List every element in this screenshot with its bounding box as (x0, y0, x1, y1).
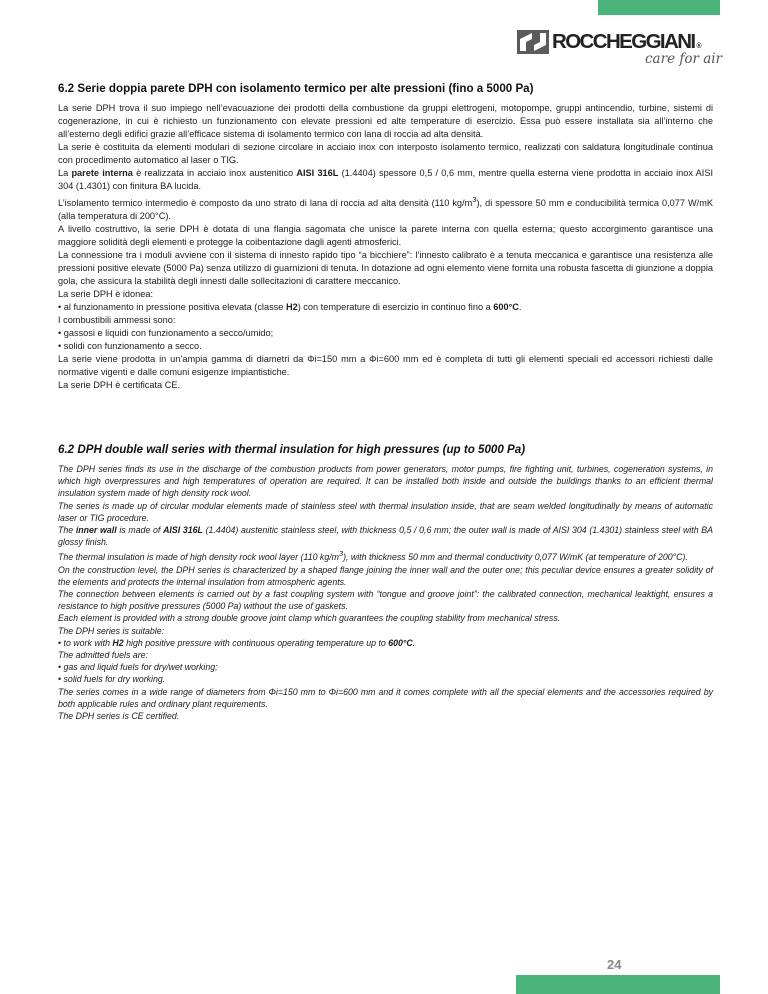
bold-term: parete interna (71, 168, 133, 178)
italian-bullet: • gassosi e liquidi con funzionamento a secco/umido; (58, 328, 274, 339)
english-paragraph: The series comes in a wide range of diameters from Φi=150 mm to Φi=600 mm and it comes complete with all the special elements and the accessories required by both applicable rules and ordinary plant requirements. (58, 686, 713, 709)
italian-bullet: • al funzionamento in pressione positiva elevata (classe H2) con temperature di esercizio in continuo fino a 600°C. (58, 302, 522, 313)
italian-body (58, 102, 713, 392)
italian-paragraph: La serie DPH è certificata CE. (58, 380, 181, 391)
italian-paragraph: I combustibili ammessi sono: (58, 315, 176, 326)
italian-title: 6.2 Serie doppia parete DPH con isolamento termico per alte pressioni (fino a 5000 Pa) (58, 82, 534, 95)
bold-term: AISI 316L (296, 168, 339, 178)
english-bullet: • to work with H2 high positive pressure with continuous operating temperature up to 600°C. (58, 637, 416, 648)
bold-term: H2 (285, 302, 298, 313)
italian-paragraph: A livello costruttivo, la serie DPH è dotata di una flangia sagomata che unisce la parete interna con quella esterna; questo accorgimento garantisce una maggiore solidità degli elementi e protegge la coibentazione dagli agenti atmosferici. (58, 224, 713, 248)
brand-name: ROCCHEGGIANI ® (552, 30, 702, 53)
english-body (58, 463, 713, 722)
italian-paragraph: La serie è costituita da elementi modulari di sezione circolare in acciaio inox con interposto isolamento termico, realizzati con saldatura longitudinale continua con procedimento automatico al laser o TIG. (58, 142, 713, 165)
english-paragraph: The inner wall is made of AISI 316L (1.4404) austenitic stainless steel, with thickness 0,5 / 0,6 mm; the outer wall is made of AISI 304 (1.4301) stainless steel with BA glossy finish. (58, 525, 713, 548)
english-paragraph: Each element is provided with a strong double groove joint clamp which guarantees the coupling stability from mechanical stress. (58, 613, 561, 624)
registered-mark: ® (696, 43, 702, 50)
english-paragraph: The DPH series finds its use in the discharge of the combustion products from power generators, motor pumps, fire fighting unit, turbines, cogeneration systems, in which high overpressures and high temperatures of operation are required. It can be installed both inside and outside the buildings thanks to an efficient thermal insulation system made of high density rock wool. (58, 464, 713, 499)
italian-bullet: • solidi con funzionamento a secco. (58, 341, 202, 352)
italian-paragraph: La serie DPH è idonea: (58, 289, 153, 300)
english-paragraph: The admitted fuels are: (58, 649, 148, 660)
italian-paragraph: La serie DPH trova il suo impiego nell’evacuazione dei prodotti della combustione da gruppi elettrogeni, motopompe, gruppi antincendio, turbine, sistemi di cogenerazione, in cui è richiesto un funzionamento con elevate pressioni ed alte temperature di esercizio. Essa può essere installata sia all’interno che all’esterno degli edifici grazie all’efficace sistema di isolamento termico con lana di roccia ad alta densità. (58, 103, 713, 139)
english-paragraph: The connection between elements is carried out by a fast coupling system with “tongue and groove joint”: the calibrated connection, mechanical leaktight, ensures a resistance to high positive pressures (5000 Pa) without the use of gaskets. (58, 588, 713, 612)
english-title: 6.2 DPH double wall series with thermal insulation for high pressures (up to 5000 Pa) (58, 443, 526, 456)
english-paragraph: The DPH series is suitable: (58, 625, 165, 636)
bold-term: 600°C (493, 302, 519, 313)
english-paragraph: The DPH series is CE certified. (58, 710, 180, 721)
bold-term: 600°C (388, 637, 413, 648)
italian-paragraph: La serie viene prodotta in un’ampia gamma di diametri da Φi=150 mm a Φi=600 mm ed è completa di tutti gli elementi speciali ed accessori richiesti dalle normative vigenti e dalle comuni esigenze impiantistiche. (58, 354, 713, 378)
english-paragraph: The series is made up of circular modular elements made of stainless steel with thermal insulation inside, that are seam welded longitudinally by means of automatic laser or TIG procedure. (58, 500, 713, 523)
italian-section (58, 82, 713, 392)
english-bullet: • gas and liquid fuels for dry/wet working; (58, 662, 218, 673)
bold-term: inner wall (75, 525, 117, 536)
english-section (58, 443, 713, 722)
italian-paragraph: La parete interna è realizzata in acciaio inox austenitico AISI 316L (1.4404) spessore 0,5 / 0,6 mm, mentre quella esterna viene prodotta in acciaio inox AISI 304 (1.4301) con finitura BA lucida. (58, 168, 713, 191)
english-paragraph: On the construction level, the DPH series is characterized by a shaped flange joining the inner wall and the outer one; this peculiar device ensures a greater solidity of the elements and protects the internal insulation from atmospheric agents. (58, 564, 713, 587)
top-green-tab (598, 0, 720, 15)
page-number: 24 (607, 957, 622, 972)
english-bullet: • solid fuels for dry working. (58, 674, 166, 685)
roccheggiani-mark-icon (517, 30, 549, 54)
italian-paragraph: L’isolamento termico intermedio è composto da uno strato di lana di roccia ad alta densità (110 $kg/m^3$), di spessore 50 mm e conducibilità termica 0,077 W/mK (alla temperatura di 200°C). (58, 195, 713, 222)
brand-logo (517, 24, 757, 68)
bold-term: H2 (112, 637, 124, 648)
english-paragraph: The thermal insulation is made of high density rock wool layer (110 $kg/m^3$), with thickness 50 mm and thermal conductivity 0,077 W/mK (at temperature of 200°C). (58, 549, 688, 563)
brand-tagline: care for air (645, 51, 723, 67)
italian-paragraph: La connessione tra i moduli avviene con il sistema di innesto rapido tipo “a bicchiere”: l’innesto calibrato è a tenuta meccanica e garantisce una resistenza alle pressioni positive elevate (5000 Pa) senza utilizzo di guarnizioni di tenuta. In dotazione ad ogni elemento viene fornita una robusta fascetta di giunzione a doppia gola, che assicura la stabilità degli innesti dalle sollecitazioni di carattere meccanico. (58, 250, 713, 287)
bottom-green-tab (516, 975, 720, 994)
bold-term: AISI 316L (163, 525, 203, 536)
